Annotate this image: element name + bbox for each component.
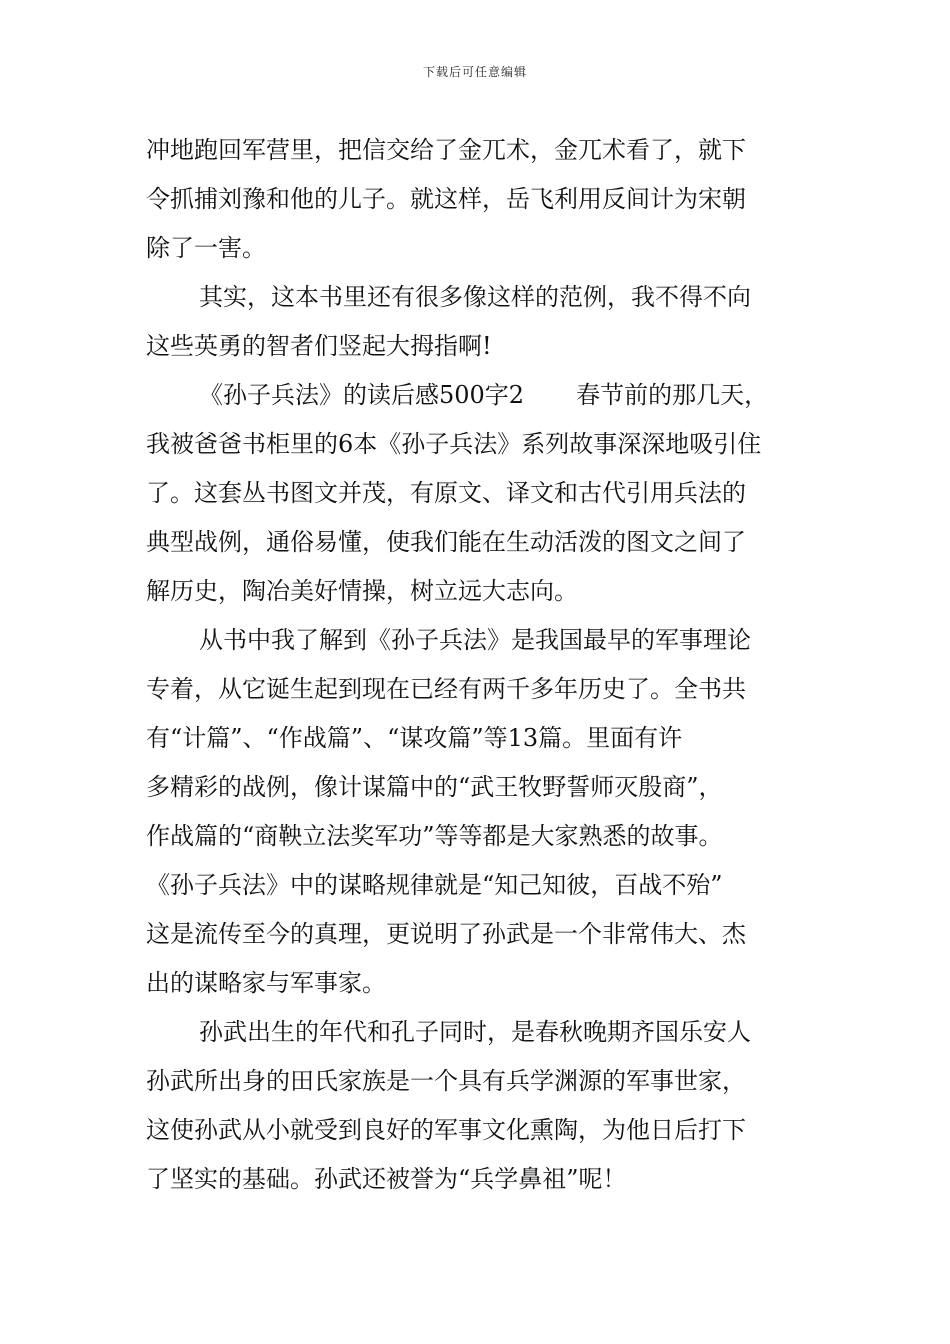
- text-line: 除了一害。: [146, 234, 266, 262]
- section-title-line: [146, 371, 810, 420]
- paragraph-opening: 春节前的那几天，: [576, 381, 769, 409]
- text-line: 解历史，陶冶美好情操，树立远大志向。: [146, 577, 578, 605]
- text-line: 这是流传至今的真理，更说明了孙武是一个非常伟大、杰: [146, 920, 746, 948]
- text-line: 这使孙武从小就受到良好的军事文化熏陶，为他日后打下: [146, 1116, 746, 1144]
- section-title: 《孙子兵法》的读后感500字2: [199, 381, 525, 409]
- text-line: 冲地跑回军营里，把信交给了金兀术，金兀术看了，就下: [146, 136, 746, 164]
- text-line: 《孙子兵法》中的谋略规律就是“知己知彼，百战不殆”: [146, 871, 723, 899]
- text-line: 典型战例，通俗易懂，使我们能在生动活泼的图文之间了: [146, 528, 746, 556]
- page-header: 下载后可任意编辑: [422, 65, 527, 79]
- text-line: 孙武所出身的田氏家族是一个具有兵学渊源的军事世家，: [146, 1067, 746, 1095]
- text-line: 了坚实的基础。孙武还被誉为“兵学鼻祖”呢！: [146, 1165, 627, 1193]
- text-line: 作战篇的“商鞅立法奖军功”等等都是大家熟悉的故事。: [146, 822, 723, 850]
- paragraph-start-line: 其实，这本书里还有很多像这样的范例，我不得不向: [199, 283, 751, 311]
- text-line: 这些英勇的智者们竖起大拇指啊!: [146, 332, 492, 360]
- paragraph-start-line: 从书中我了解到《孙子兵法》是我国最早的军事理论: [199, 626, 751, 654]
- text-line: 了。这套丛书图文并茂，有原文、译文和古代引用兵法的: [146, 479, 746, 507]
- text-line: 出的谋略家与军事家。: [146, 969, 386, 997]
- text-line: 令抓捕刘豫和他的儿子。就这样，岳飞利用反间计为宋朝: [146, 185, 746, 213]
- paragraph-start-line: 孙武出生的年代和孔子同时，是春秋晚期齐国乐安人: [199, 1018, 751, 1046]
- text-line: 专着，从它诞生起到现在已经有两千多年历史了。全书共: [146, 675, 746, 703]
- text-line: 我被爸爸书柜里的6本《孙子兵法》系列故事深深地吸引住: [146, 430, 762, 458]
- document-body: [146, 126, 810, 1204]
- text-line: 有“计篇”、“作战篇”、“谋攻篇”等13篇。里面有许: [146, 724, 683, 752]
- text-line: 多精彩的战例，像计谋篇中的“武王牧野誓师灭殷商”，: [146, 773, 723, 801]
